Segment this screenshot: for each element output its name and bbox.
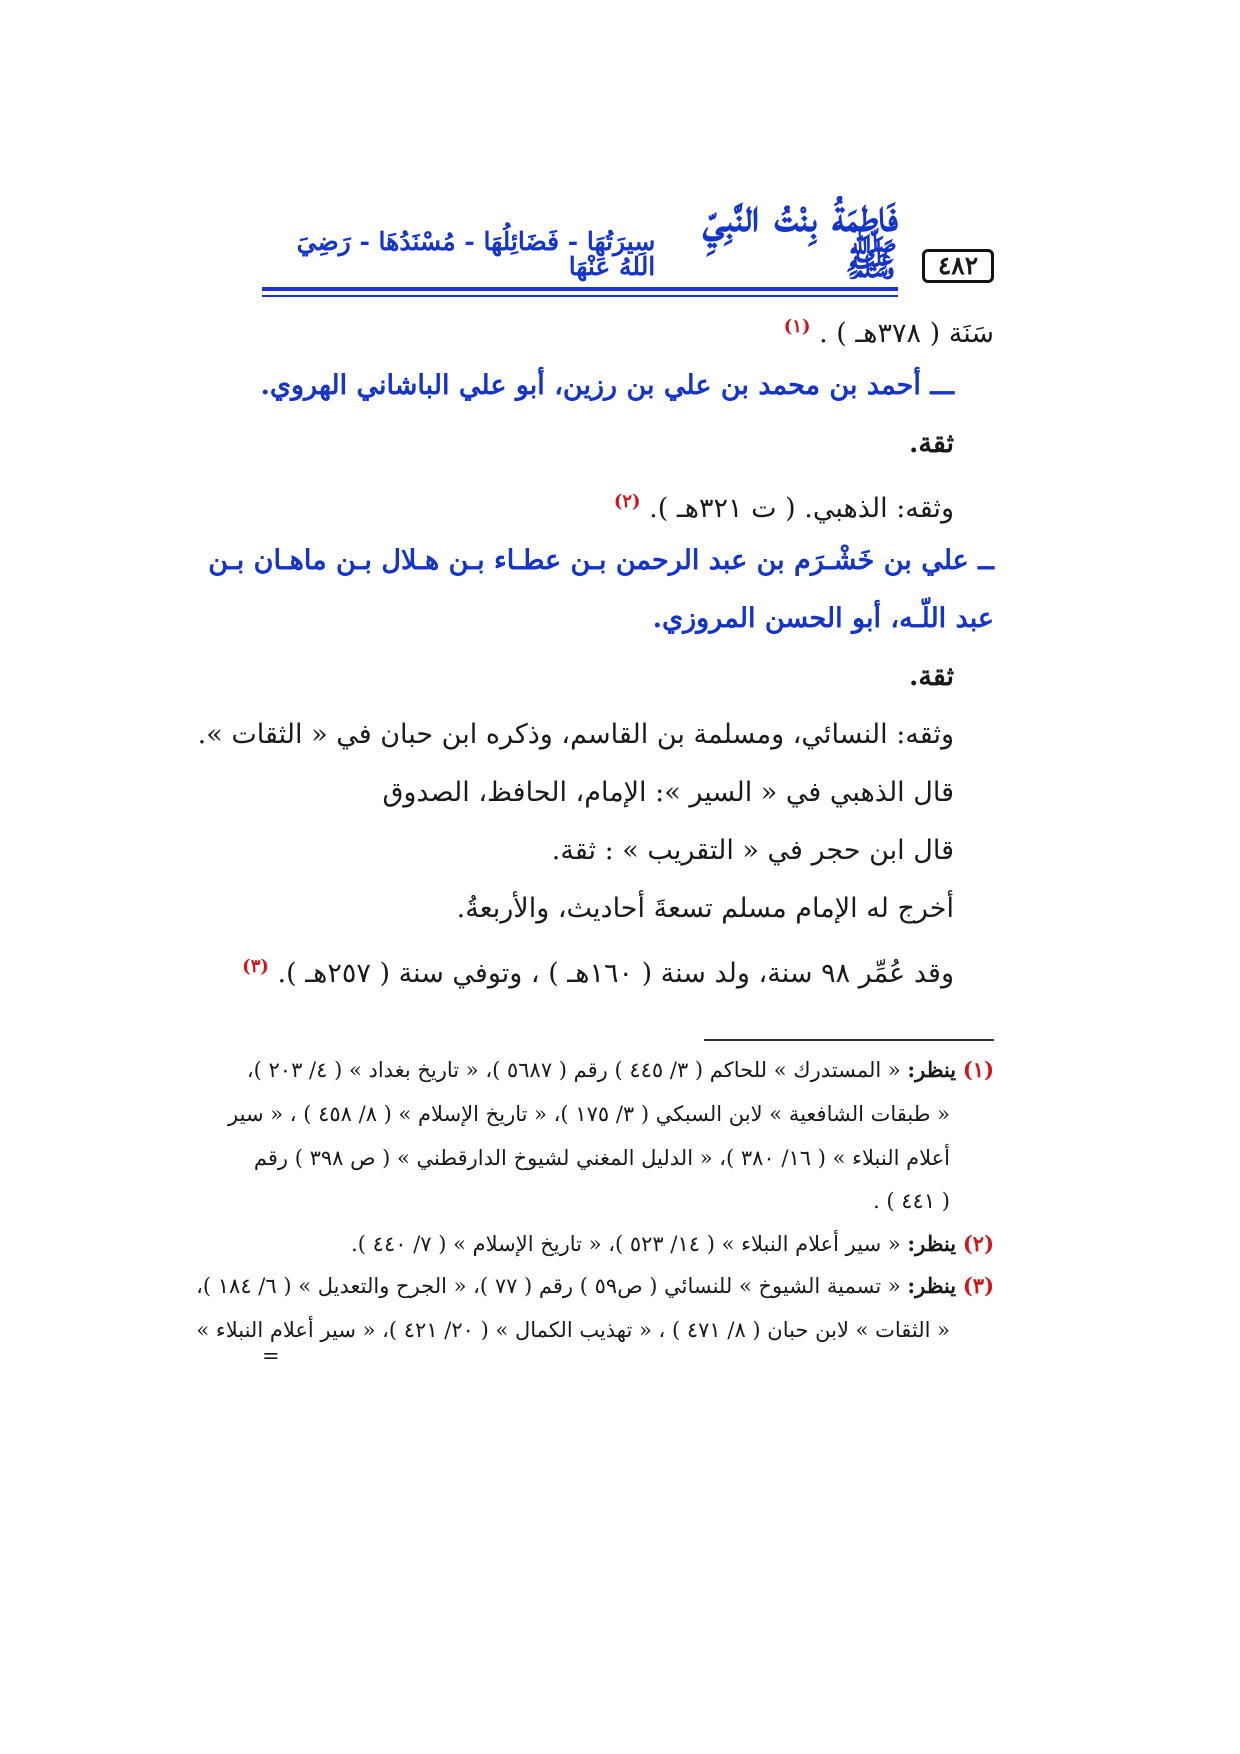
page-number: ٤٨٢	[922, 249, 994, 283]
footnote-divider	[704, 1039, 994, 1041]
footnote-text: « سير أعلام النبلاء » ( ١٤/ ٥٢٣ )، « تاريخ الإسلام » ( ٧/ ٤٤٠ ).	[351, 1232, 901, 1256]
text-line-content: سَنَة ( ٣٧٨هـ ) .	[819, 318, 994, 349]
footnote-1	[246, 1055, 994, 1085]
narrator-grade: ثقة.	[908, 661, 954, 692]
book-title-main: فَاطِمَةُ بِنْتُ النَّبِيِّ ﷺ	[702, 191, 898, 286]
footnotes	[196, 1055, 994, 1445]
footnote-1-line: ( ٤٤١ ) .	[873, 1189, 950, 1213]
footnote-number: (١)	[962, 1057, 994, 1082]
text-line: وثقه: النسائي، ومسلمة بن القاسم، وذكره ابن حبان في « الثقات ».	[197, 719, 954, 750]
footnote-number: (٣)	[962, 1273, 994, 1298]
footnote-text: « المستدرك » للحاكم ( ٣/ ٤٤٥ ) رقم ( ٥٦٨٧ )، « تاريخ بغداد » ( ٤/ ٢٠٣ )،	[246, 1058, 901, 1082]
footnote-ref: (١)	[783, 316, 811, 337]
text-line	[262, 305, 994, 356]
footnote-3-line: « الثقات » لابن حبان ( ٨/ ٤٧١ ) ، « تهذيب الكمال » ( ٢٠/ ٤٢١ )، « سير أعلام النبلاء »	[196, 1318, 950, 1342]
text-line: قال الذهبي في « السير »: الإمام، الحافظ، الصدوق	[382, 777, 954, 808]
footnote-3	[196, 1271, 994, 1301]
footnote-1-line: « طبقات الشافعية » لابن السبكي ( ٣/ ١٧٥ )، « تاريخ الإسلام » ( ٨/ ٤٥٨ ) ، « سير	[228, 1102, 950, 1126]
text-line: أخرج له الإمام مسلم تسعةَ أحاديث، والأربعةُ.	[456, 893, 954, 924]
footnote-keyword: ينظر:	[907, 1273, 957, 1298]
text-line	[262, 480, 954, 531]
narrator-grade: ثقة.	[908, 428, 954, 459]
footnote-continuation-mark: =	[262, 1344, 280, 1368]
narrator-name-continued: عبد اللّـه، أبو الحسن المروزي.	[652, 603, 994, 634]
footnote-2	[262, 1229, 994, 1259]
text-line	[242, 945, 954, 996]
header-rule-thin	[262, 295, 898, 297]
footnote-keyword: ينظر:	[907, 1057, 957, 1082]
footnote-1-line: أعلام النبلاء » ( ١٦/ ٣٨٠ )، « الدليل المغني لشيوخ الدارقطني » ( ص ٣٩٨ ) رقم	[253, 1146, 950, 1170]
footnote-keyword: ينظر:	[907, 1231, 957, 1256]
footnote-ref: (٣)	[242, 956, 269, 977]
narrator-name: ـــ أحمد بن محمد بن علي بن رزين، أبو علي الباشاني الهروي.	[260, 370, 954, 401]
footnote-text: « تسمية الشيوخ » للنسائي ( ص٥٩ ) رقم ( ٧٧ )، « الجرح والتعديل » ( ٦/ ١٨٤ )،	[196, 1274, 901, 1298]
text-line-content: وثقه: الذهبي. ( ت ٣٢١هـ ).	[649, 493, 954, 524]
footnote-number: (٢)	[962, 1231, 994, 1256]
page-header	[262, 191, 994, 287]
book-title	[262, 191, 898, 286]
text-line-content: وقد عُمِّر ٩٨ سنة، ولد سنة ( ١٦٠هـ ) ، وتوفي سنة ( ٢٥٧هـ ).	[277, 958, 954, 989]
header-rule-thick	[262, 287, 898, 291]
narrator-name: ــ علي بن خَشْـرَم بن عبد الرحمن بـن عطـاء بـن هـلال بـن ماهـان بـن	[208, 545, 994, 576]
text-line: قال ابن حجر في « التقريب » : ثقة.	[551, 835, 954, 866]
book-title-subtitle: سِيرَتُهَا - فَضَائِلُهَا - مُسْنَدُهَا - رَضِيَ اللهُ عَنْهَا	[296, 227, 656, 281]
footnote-ref: (٢)	[613, 491, 641, 512]
main-text	[197, 305, 994, 1005]
